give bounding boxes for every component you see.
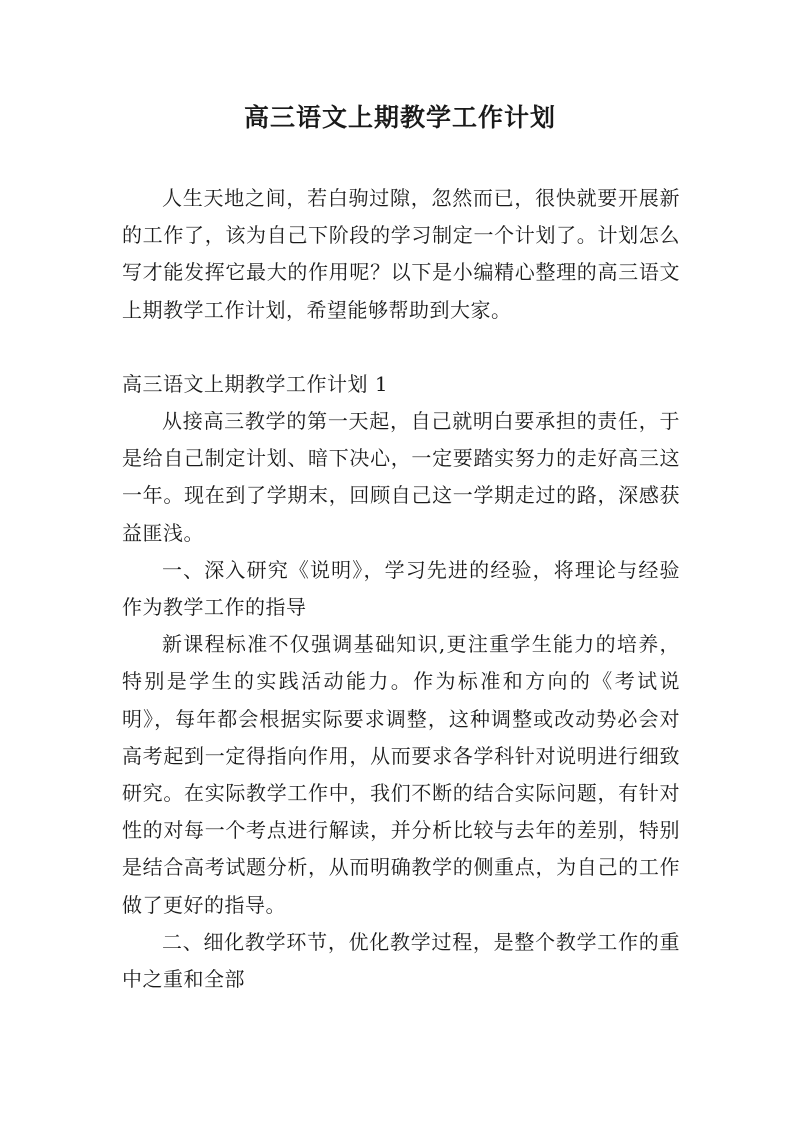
- body-paragraph: 新课程标准不仅强调基础知识,更注重学生能力的培养，特别是学生的实践活动能力。作为标准和方向的《考试说明》，每年都会根据实际要求调整，这种调整或改动势必会对高考起到一定得指向作用，从而要求各学科针对说明进行细致研究。在实际教学工作中，我们不断的结合实际问题，有针对性的对每一个考点进行解读，并分析比较与去年的差别，特别是结合高考试题分析，从而明确教学的侧重点，为自己的工作做了更好的指导。: [122, 632, 680, 917]
- section-heading: 高三语文上期教学工作计划 1: [122, 371, 389, 396]
- intro-paragraph: 人生天地之间，若白驹过隙，忽然而已，很快就要开展新的工作了，该为自己下阶段的学习制定一个计划了。计划怎么写才能发挥它最大的作用呢？以下是小编精心整理的高三语文上期教学工作计划，希望能够帮助到大家。: [122, 186, 680, 322]
- body-paragraph: 一、深入研究《说明》，学习先进的经验，将理论与经验作为教学工作的指导: [122, 557, 680, 620]
- document-body: [122, 180, 680, 998]
- body-paragraph: 从接高三教学的第一天起，自己就明白要承担的责任，于是给自己制定计划、暗下决心，一定要踏实努力的走好高三这一年。现在到了学期末，回顾自己这一学期走过的路，深感获益匪浅。: [122, 409, 680, 545]
- body-paragraph: 二、细化教学环节，优化教学过程，是整个教学工作的重中之重和全部: [122, 929, 680, 992]
- paragraph-spacer: [122, 329, 680, 366]
- document-title: 高三语文上期教学工作计划: [243, 103, 556, 132]
